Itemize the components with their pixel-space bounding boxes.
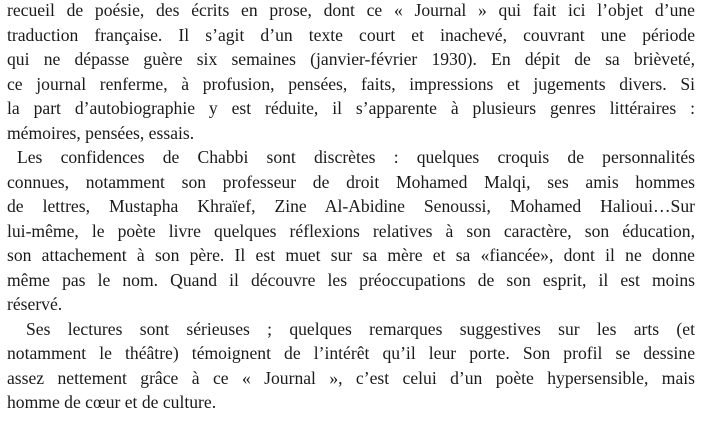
text-line: de lettres, Mustapha Khraïef, Zine Al-Abidine Senoussi, Mohamed Halioui…Sur <box>7 196 695 216</box>
text-line: la part d’autobiographie y est réduite, il s’apparente à plusieurs genres littéraires : <box>7 98 695 118</box>
text-line: homme de cœur et de culture. <box>7 392 217 412</box>
text-line: traduction française. Il s’agit d’un texte court et inachevé, couvrant une période <box>7 24 695 45</box>
text-line: connues, notamment son professeur de droit Mohamed Malqi, ses amis hommes <box>7 171 695 192</box>
text-line: notamment le théâtre) témoignent de l’intérêt qu’il leur porte. Son profil se dessine <box>7 343 695 363</box>
document-page <box>7 0 695 415</box>
paragraph-3 <box>7 317 695 415</box>
text-line: mémoires, pensées, essais. <box>7 122 195 143</box>
text-line: réservé. <box>7 294 63 314</box>
text-line: recueil de poésie, des écrits en prose, dont ce « Journal » qui fait ici l’objet d’une <box>7 0 695 20</box>
text-line: lui-même, le poète livre quelques réflexions relatives à son caractère, son éducation, <box>7 220 695 241</box>
paragraph-1 <box>7 0 695 145</box>
text-line: même pas le nom. Quand il découvre les préoccupations de son esprit, il est moins <box>7 269 695 290</box>
text-line: Les confidences de Chabbi sont discrètes : quelques croquis de personnalités <box>17 147 695 167</box>
text-line: Ses lectures sont sérieuses ; quelques remarques suggestives sur les arts (et <box>26 318 695 339</box>
text-line: son attachement à son père. Il est muet sur sa mère et sa «fiancée», dont il ne donne <box>7 245 695 265</box>
text-line: assez nettement grâce à ce « Journal », c’est celui d’un poète hypersensible, mais <box>7 367 695 388</box>
text-line: ce journal renferme, à profusion, pensées, faits, impressions et jugements divers. Si <box>7 73 695 94</box>
text-line: qui ne dépasse guère six semaines (janvier-février 1930). En dépit de sa brièveté, <box>7 49 695 69</box>
paragraph-2 <box>7 145 695 317</box>
